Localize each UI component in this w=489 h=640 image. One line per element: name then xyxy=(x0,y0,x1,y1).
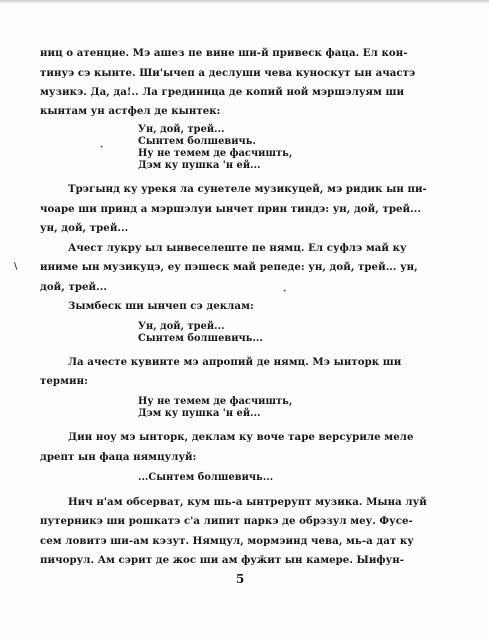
verse-line: Дэм ку пушка 'н ей... xyxy=(138,160,261,171)
verse-line: Сынтем болшевичь... xyxy=(138,333,263,344)
text-line: ниц о атенцие. Мэ ашез пе вине ши-й привеск фаца. Ел кон- xyxy=(40,47,408,59)
text-line: чоаре ши принд а мэршэлуи ынчет прин тиндэ: ун, дой, трей... xyxy=(40,203,421,215)
text-line: сем ловитэ ши-ам кэзут. Нямцул, мормэинд чева, мь-а дат ку xyxy=(40,535,414,547)
verse-line: ...Сынтем болшевичь... xyxy=(138,472,274,483)
text-line: термин: xyxy=(40,375,88,387)
text-line: тинуэ сэ кынте. Ши'ычеп а деслуши чева куноскут ын ачастэ xyxy=(40,67,416,79)
text-line: Зымбеск ши ынчеп сэ деклам: xyxy=(68,300,254,312)
text-line: дой, трей... xyxy=(40,281,107,293)
text-line: дрепт ын фаца нямцулуй: xyxy=(40,451,197,463)
verse-line: Ну не темем де фасчишть, xyxy=(138,396,293,407)
text-line: Ачест лукру ыл ынвеселеште пе нямц. Ел суфлэ май ку xyxy=(68,242,407,254)
text-line: музикэ. Да, да!.. Ла грединица де копий ной мэршэлуям ши xyxy=(40,86,405,98)
text-line: ун, дой, трей... xyxy=(40,222,129,234)
page-number: 5 xyxy=(236,572,245,586)
scan-edge xyxy=(0,0,489,4)
verse-line: Ун, дой, трей... xyxy=(138,124,225,135)
text-line: путерникэ ши рошкатэ с'а липит паркэ де обрэзул меу. Фусе- xyxy=(40,515,413,527)
text-line: Дин ноу мэ ынторк, деклам ку воче таре версуриле меле xyxy=(68,431,414,443)
text-line: Трэгынд ку урекя ла сунетеле музикуцей, мэ ридик ын пи- xyxy=(68,183,427,195)
verse-line: Сынтем болшевичь. xyxy=(138,136,256,147)
scan-speck: · xyxy=(100,143,104,153)
verse-line: Дэм ку пушка 'н ей... xyxy=(138,408,261,419)
text-line: кынтам ун астфел де кынтек: xyxy=(40,105,221,117)
text-line: Нич н'ам обсерват, кум шь-а ынтрерупт музика. Мына луй xyxy=(68,496,427,508)
text-line: иниме ын музикуцэ, еу пэшеск май репеде: ун, дой, трей... ун, xyxy=(40,261,418,273)
text-line: пичорул. Ам сэрит де жос ши ам фуӂит ын камере. Ыифун- xyxy=(40,554,405,566)
verse-line: Ун, дой, трей... xyxy=(138,321,225,332)
verse-line: Ну не темем де фасчишть, xyxy=(138,148,293,159)
scan-speck: \ xyxy=(14,262,18,272)
text-line: Ла ачесте кувинте мэ апропий де нямц. Мэ ынторк ши xyxy=(68,356,402,368)
scan-speck: · xyxy=(283,287,287,297)
